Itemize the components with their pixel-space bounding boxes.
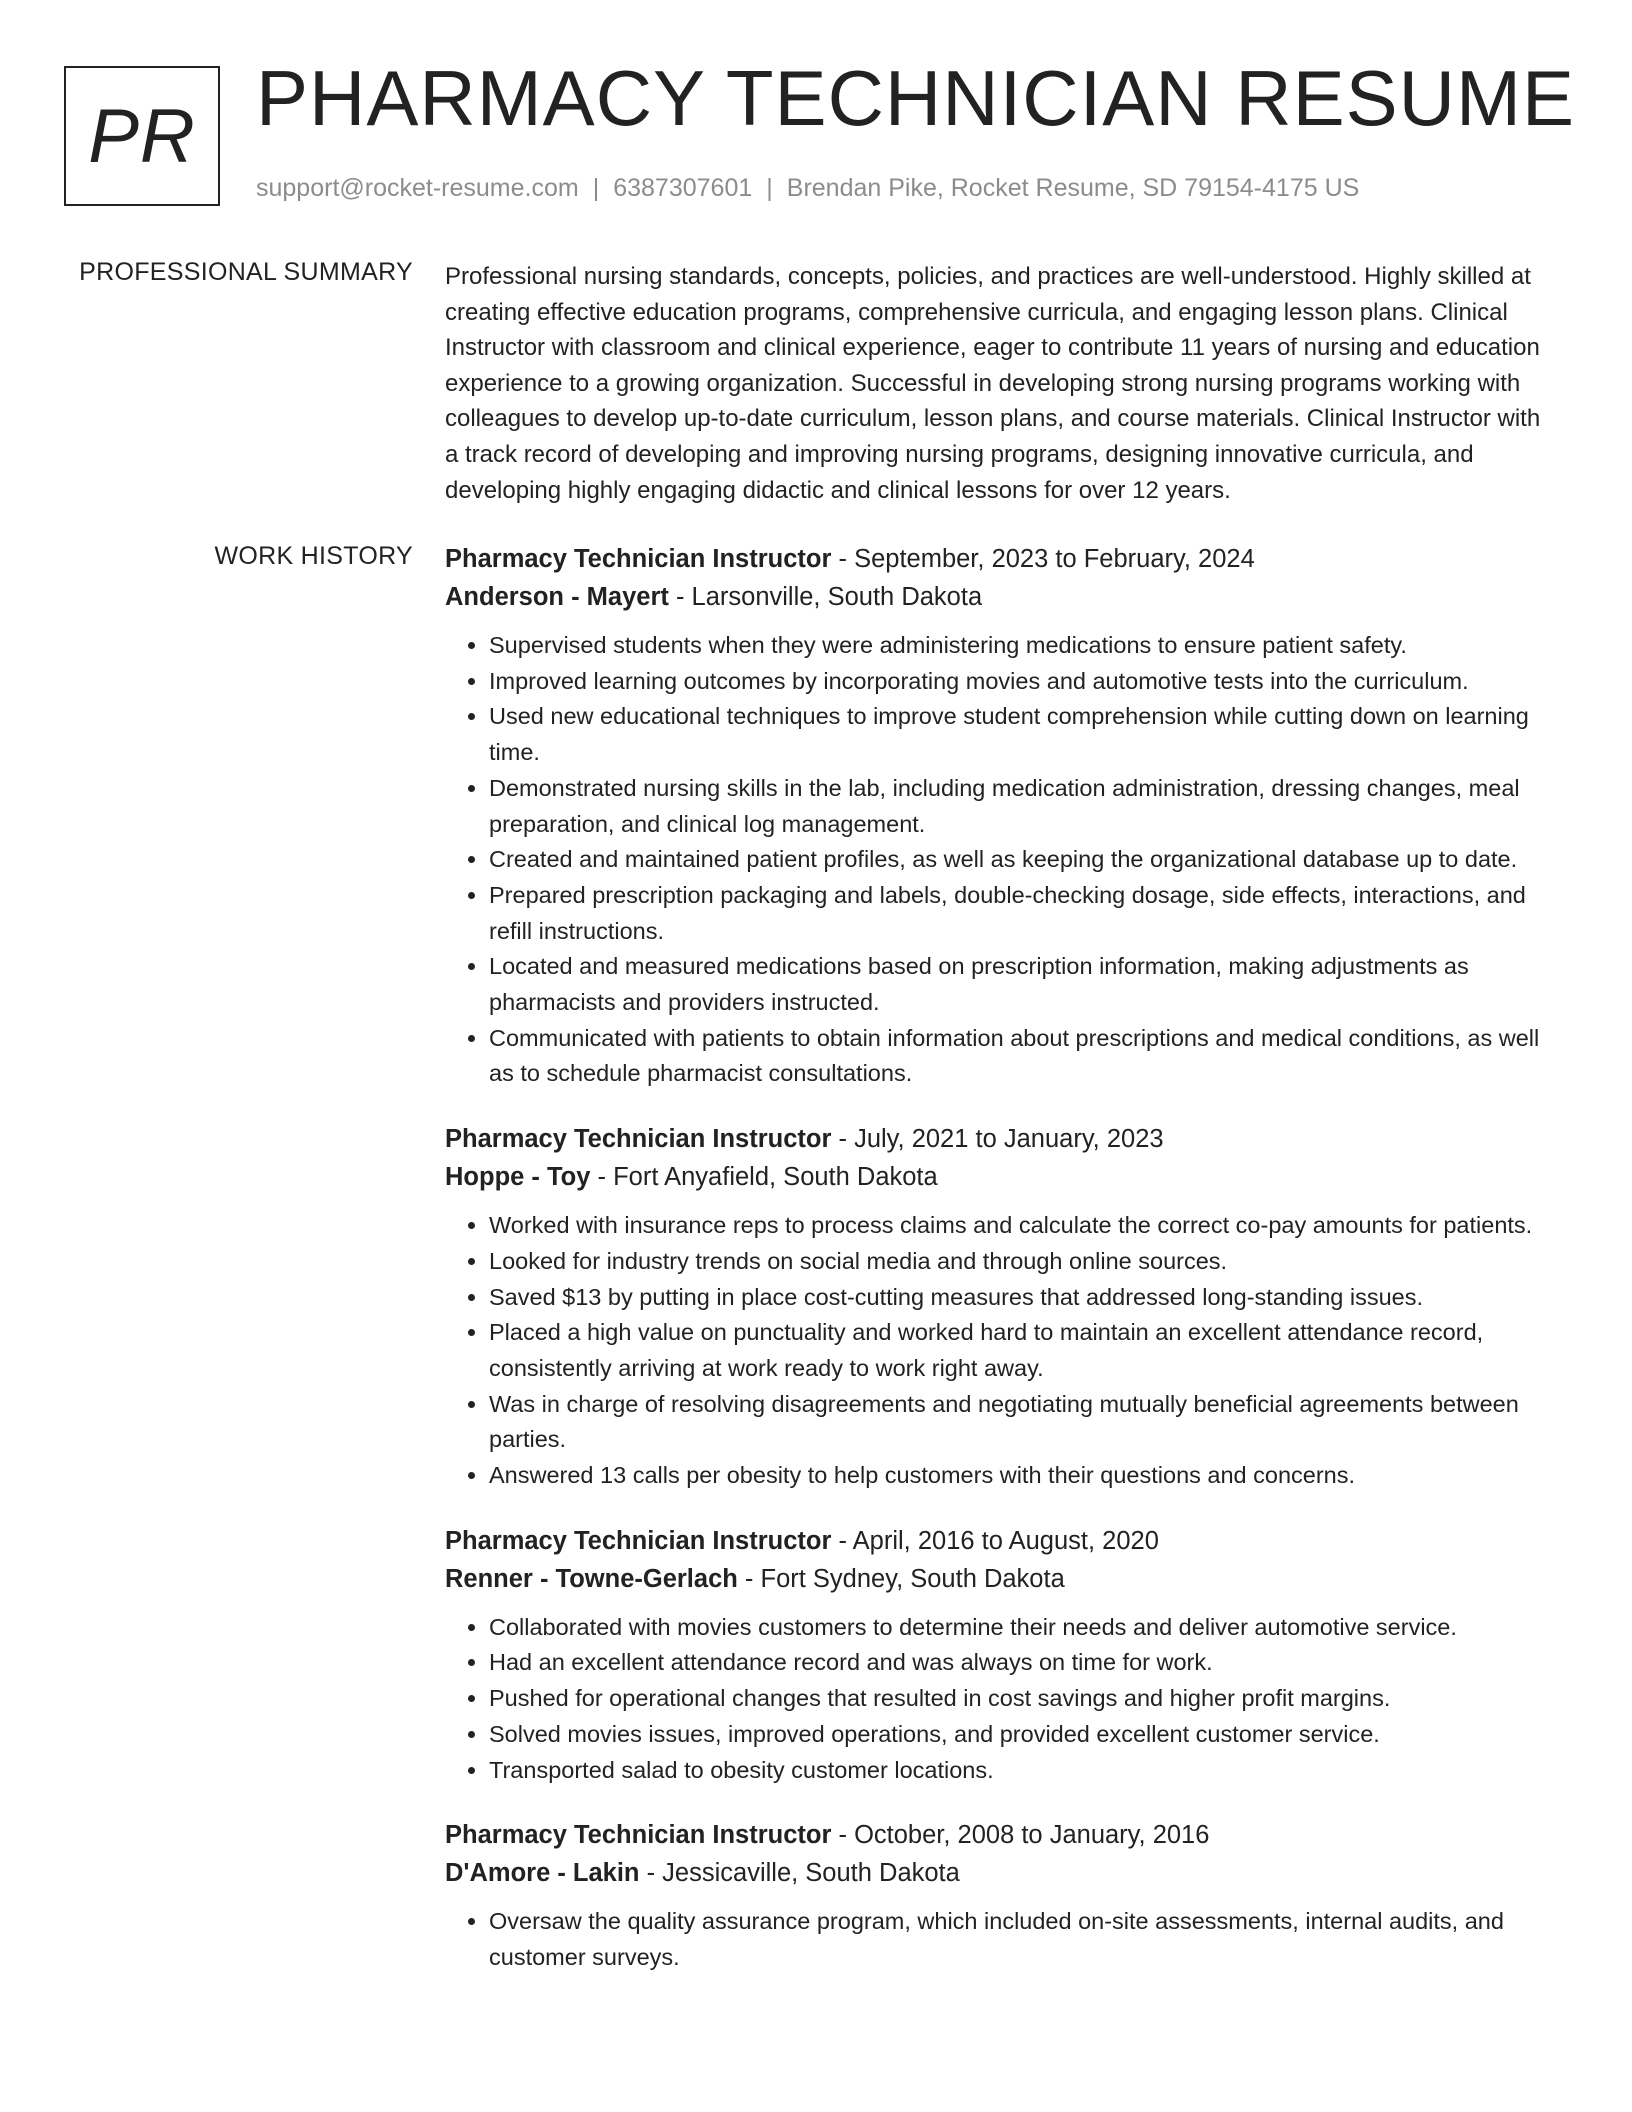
job-dates: - July, 2021 to January, 2023 <box>831 1125 1164 1154</box>
job-bullet: • Supervised students when they were administering medications to ensure patient safety. <box>489 628 1560 664</box>
job-location: - Larsonville, South Dakota <box>668 583 983 611</box>
job-bullet: • Collaborated with movies customers to determine their needs and deliver automotive service. <box>489 1610 1560 1646</box>
job-bullet: • Improved learning outcomes by incorporating movies and automotive tests into the curriculum. <box>489 664 1560 700</box>
job-entry <box>445 1816 1560 1975</box>
job-bullet: • Created and maintained patient profiles, as well as keeping the organizational database up to date. <box>489 842 1560 878</box>
job-bullet: • Demonstrated nursing skills in the lab, including medication administration, dressing changes, meal preparation, and clinical log management. <box>489 771 1560 842</box>
monogram-initials: PR <box>88 93 196 179</box>
job-dates: - April, 2016 to August, 2020 <box>831 1526 1159 1555</box>
job-bullet: • Pushed for operational changes that resulted in cost savings and higher profit margins. <box>489 1681 1560 1717</box>
job-bullet: • Oversaw the quality assurance program, which included on-site assessments, internal audits, and customer surveys. <box>489 1904 1560 1975</box>
job-location: - Fort Sydney, South Dakota <box>737 1564 1065 1593</box>
job-bullet: • Was in charge of resolving disagreements and negotiating mutually beneficial agreements between parties. <box>489 1387 1560 1458</box>
job-entry <box>445 540 1560 1092</box>
job-company-line <box>445 578 1560 616</box>
job-bullet-list <box>445 628 1560 1092</box>
job-dates: - October, 2008 to January, 2016 <box>831 1821 1210 1850</box>
resume-title: PHARMACY TECHNICIAN RESUME <box>256 54 1575 142</box>
job-dates: - September, 2023 to February, 2024 <box>831 545 1255 573</box>
job-title-line <box>445 1120 1560 1158</box>
job-bullet: • Answered 13 calls per obesity to help customers with their questions and concerns. <box>489 1458 1560 1494</box>
job-location: - Jessicaville, South Dakota <box>639 1859 960 1888</box>
professional-summary-body <box>445 259 1560 508</box>
job-bullet: • Prepared prescription packaging and labels, double-checking dosage, side effects, interactions, and refill instructions. <box>489 878 1560 949</box>
contact-separator: | <box>592 174 600 202</box>
contact-email: support@rocket-resume.com <box>256 174 579 202</box>
work-history-body <box>445 540 1560 2004</box>
job-company: Anderson - Mayert <box>445 583 669 611</box>
job-location: - Fort Anyafield, South Dakota <box>590 1163 938 1192</box>
contact-address: Brendan Pike, Rocket Resume, SD 79154-4175 US <box>786 174 1360 202</box>
job-bullet: • Used new educational techniques to improve student comprehension while cutting down on learning time. <box>489 699 1560 770</box>
section-label-professional-summary: PROFESSIONAL SUMMARY <box>79 258 413 286</box>
job-bullet: • Placed a high value on punctuality and worked hard to maintain an excellent attendance record, consistently arriving at work ready to work right away. <box>489 1315 1560 1386</box>
job-title-line <box>445 1522 1560 1560</box>
job-bullet: • Transported salad to obesity customer locations. <box>489 1753 1560 1789</box>
job-bullet: • Had an excellent attendance record and was always on time for work. <box>489 1645 1560 1681</box>
summary-text: Professional nursing standards, concepts, policies, and practices are well-understood. Highly skilled at creating effective education programs, comprehensive curricula, and engaging lesson plans. Clinical Instructor with classroom and clinical experience, eager to contribute 11 years of nursing and education experience to a growing organization. Successful in developing strong nursing programs working with colleagues to develop up-to-date curriculum, lesson plans, and course materials. Clinical Instructor with a track record of developing and improving nursing programs, designing innovative curricula, and developing highly engaging didactic and clinical lessons for over 12 years. <box>445 263 1541 504</box>
job-bullet-list <box>445 1208 1560 1494</box>
job-bullet: • Located and measured medications based on prescription information, making adjustments as pharmacists and providers instructed. <box>489 949 1560 1020</box>
job-bullet-list <box>445 1610 1560 1789</box>
contact-line <box>256 174 1359 203</box>
job-entry <box>445 1522 1560 1789</box>
job-title: Pharmacy Technician Instructor <box>445 1821 832 1850</box>
job-bullet: • Communicated with patients to obtain information about prescriptions and medical conditions, as well as to schedule pharmacist consultations. <box>489 1021 1560 1092</box>
section-label-work-history: WORK HISTORY <box>214 542 413 570</box>
job-title: Pharmacy Technician Instructor <box>445 545 832 573</box>
job-company: Renner - Towne-Gerlach <box>445 1564 738 1593</box>
job-company: D'Amore - Lakin <box>445 1859 640 1888</box>
contact-separator: | <box>766 174 773 202</box>
job-title-line <box>445 540 1560 578</box>
job-company-line <box>445 1560 1560 1598</box>
job-entry <box>445 1120 1560 1494</box>
monogram-logo <box>64 66 220 206</box>
job-bullet: • Worked with insurance reps to process claims and calculate the correct co-pay amounts for patients. <box>489 1208 1560 1244</box>
job-title-line <box>445 1816 1560 1854</box>
job-bullet: • Looked for industry trends on social media and through online sources. <box>489 1244 1560 1280</box>
job-bullet: • Solved movies issues, improved operations, and provided excellent customer service. <box>489 1717 1560 1753</box>
job-bullet-list <box>445 1904 1560 1975</box>
job-company-line <box>445 1854 1560 1892</box>
job-title: Pharmacy Technician Instructor <box>445 1125 832 1154</box>
job-company-line <box>445 1158 1560 1196</box>
job-company: Hoppe - Toy <box>445 1163 591 1192</box>
job-title: Pharmacy Technician Instructor <box>445 1526 832 1555</box>
job-bullet: • Saved $13 by putting in place cost-cutting measures that addressed long-standing issues. <box>489 1280 1560 1316</box>
contact-phone: 6387307601 <box>613 174 753 202</box>
